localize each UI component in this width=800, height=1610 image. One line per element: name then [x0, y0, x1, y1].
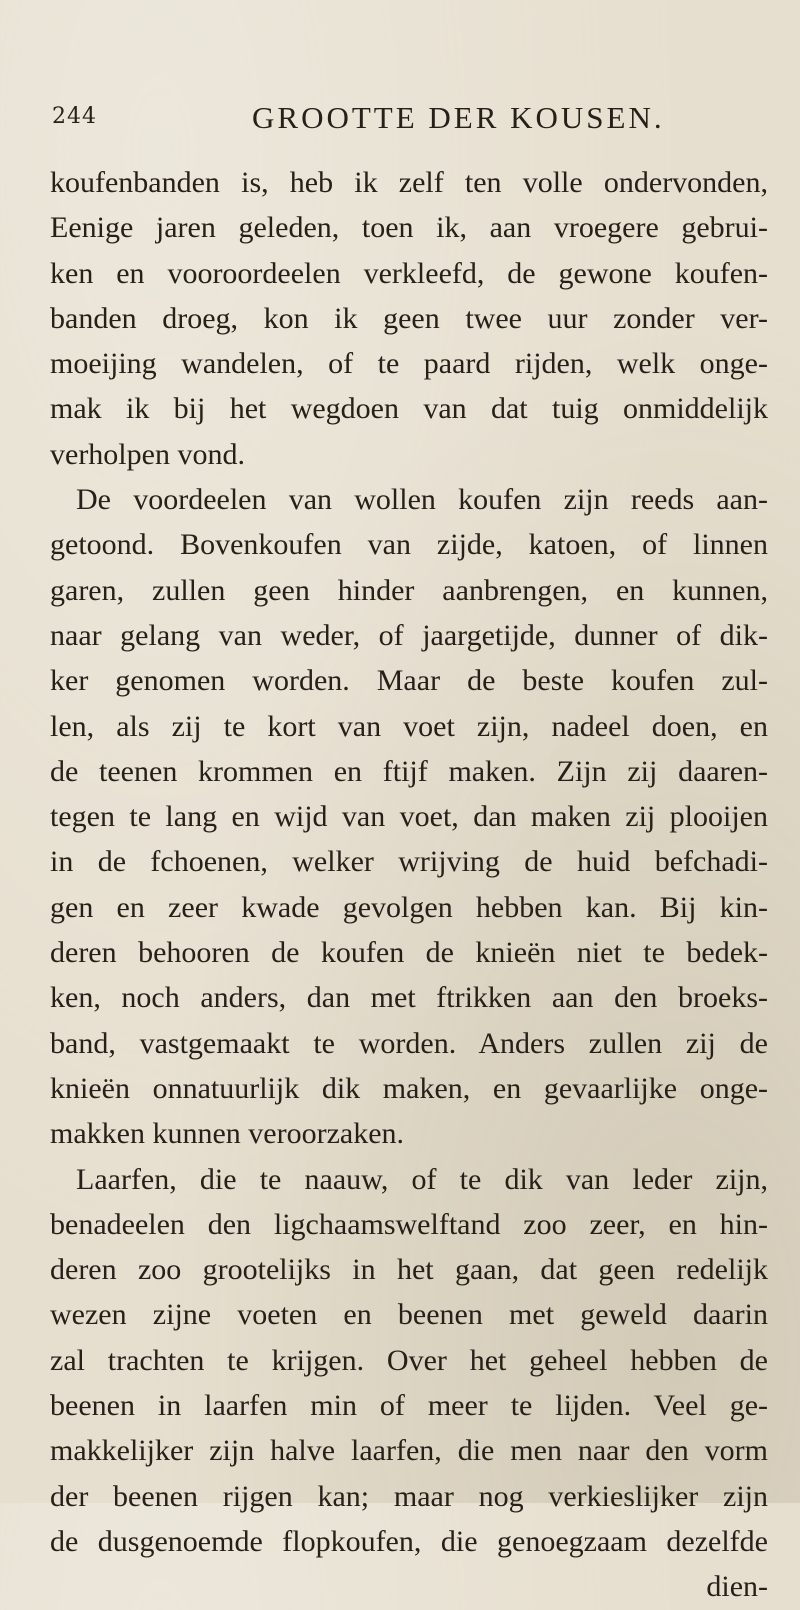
paragraph-start-line: Laarfen, die te naauw, of te dik van leder zijn,: [76, 1162, 768, 1196]
text-line: knieën onnatuurlijk dik maken, en gevaarlijke onge-: [50, 1071, 768, 1105]
text-line: moeijing wandelen, of te paard rijden, welk onge-: [50, 347, 768, 381]
page-number: 244: [52, 104, 97, 129]
catchword: dien-: [706, 1570, 768, 1604]
text-line: benadeelen den ligchaamswelftand zoo zeer, en hin-: [50, 1207, 768, 1241]
body-text: [50, 160, 768, 1610]
text-line: wezen zijne voeten en beenen met geweld daarin: [50, 1298, 768, 1332]
text-line: in de fchoenen, welker wrijving de huid befchadi-: [50, 845, 768, 879]
text-line: makken kunnen veroorzaken.: [50, 1117, 405, 1151]
text-line: ken, noch anders, dan met ftrikken aan den broeks-: [50, 981, 768, 1015]
text-line: garen, zullen geen hinder aanbrengen, en kunnen,: [50, 573, 768, 607]
text-line: beenen in laarfen min of meer te lijden. Veel ge-: [50, 1389, 768, 1423]
text-line: mak ik bij het wegdoen van dat tuig onmiddelijk: [50, 392, 768, 426]
text-line: getoond. Bovenkoufen van zijde, katoen, of linnen: [50, 528, 768, 562]
text-line: banden droeg, kon ik geen twee uur zonder ver-: [50, 301, 768, 335]
text-line: deren behooren de koufen de knieën niet te bedek-: [50, 936, 768, 970]
text-line: de teenen krommen en ftijf maken. Zijn zij daaren-: [50, 754, 768, 788]
text-line: verholpen vond.: [50, 437, 245, 471]
text-line: Eenige jaren geleden, toen ik, aan vroegere gebrui-: [50, 211, 768, 245]
text-line: len, als zij te kort van voet zijn, nadeel doen, en: [50, 709, 768, 743]
text-line: de dusgenoemde flopkoufen, die genoegzaam dezelfde: [50, 1524, 768, 1558]
page-header: [52, 92, 772, 142]
text-line: ken en vooroordeelen verkleefd, de gewone koufen-: [50, 256, 768, 290]
text-line: gen en zeer kwade gevolgen hebben kan. Bij kin-: [50, 890, 768, 924]
text-line: naar gelang van weder, of jaargetijde, dunner of dik-: [50, 618, 768, 652]
text-line: makkelijker zijn halve laarfen, die men naar den vorm: [50, 1434, 768, 1468]
text-line: der beenen rijgen kan; maar nog verkieslijker zijn: [50, 1479, 768, 1513]
paragraph-start-line: De voordeelen van wollen koufen zijn reeds aan-: [76, 483, 768, 517]
running-title: GROOTTE DER KOUSEN.: [252, 100, 665, 135]
text-line: deren zoo grootelijks in het gaan, dat geen redelijk: [50, 1253, 768, 1287]
text-line: koufenbanden is, heb ik zelf ten volle ondervonden,: [50, 166, 768, 199]
text-line: ker genomen worden. Maar de beste koufen zul-: [50, 664, 768, 698]
text-line: tegen te lang en wijd van voet, dan maken zij plooijen: [50, 800, 768, 834]
text-line: zal trachten te krijgen. Over het geheel hebben de: [50, 1343, 768, 1377]
text-line: band, vastgemaakt te worden. Anders zullen zij de: [50, 1026, 768, 1060]
